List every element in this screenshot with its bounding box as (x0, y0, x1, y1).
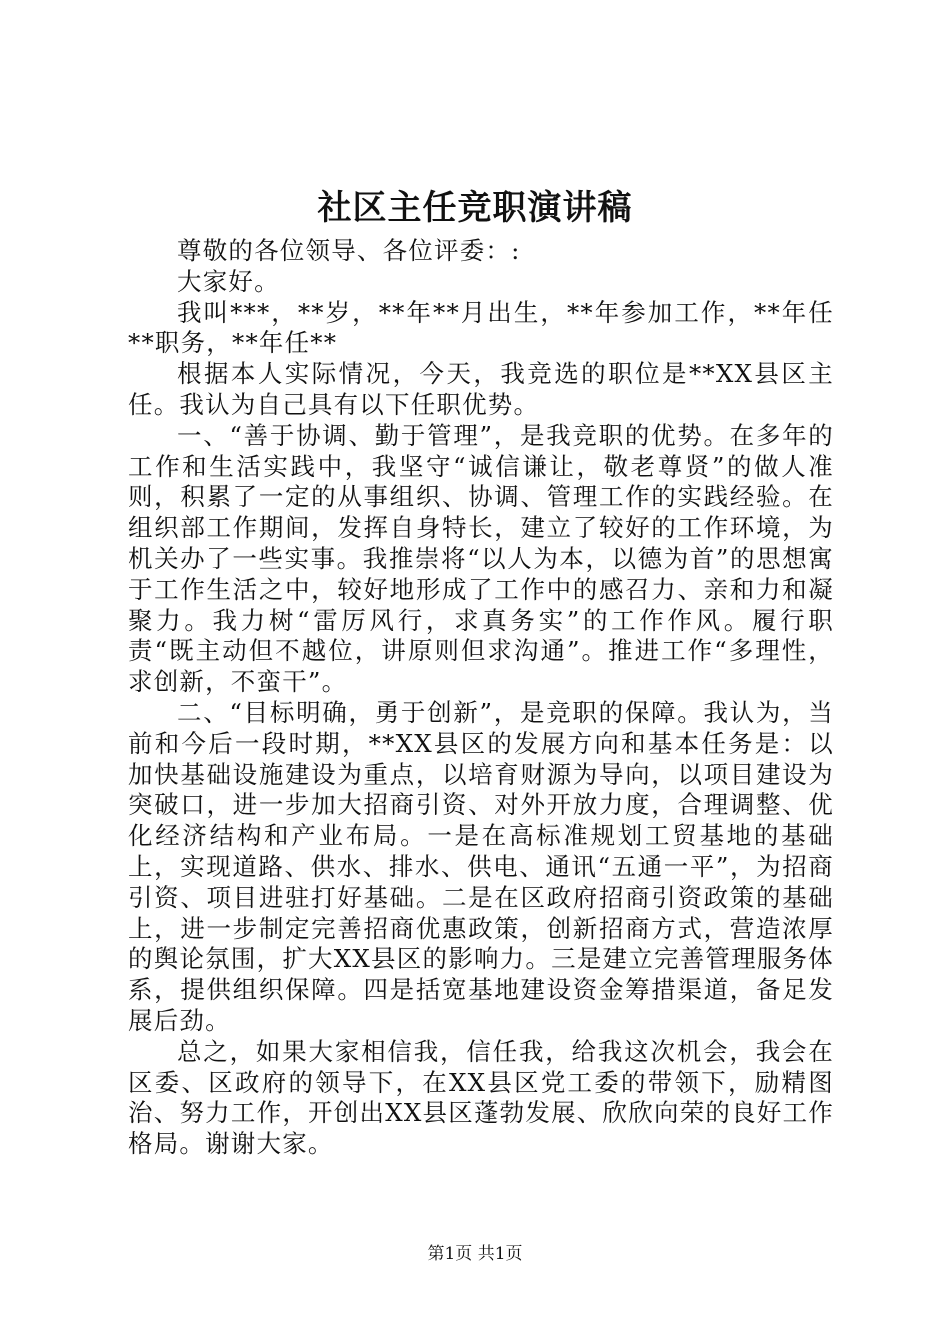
paragraph-salutation: 尊敬的各位领导、各位评委：: (177, 236, 521, 265)
paragraph-advantage-two: 二、“目标明确，勇于创新”，是竞职的保障。我认为，当前和今后一段时期，**XX县区的发展方向和基本任务是：以加快基础设施建设为重点，以培育财源为导向，以项目建设为突破口，进一步加大招商引资、对外开放力度，合理调整、优化经济结构和产业布局。一是在高标准规划工贸基地的基础上，实现道路、供水、排水、供电、通讯“五通一平”，为招商引资、项目进驻打好基础。二是在区政府招商引资政策的基础上，进一步制定完善招商优惠政策，创新招商方式，营造浓厚的舆论氛围，扩大XX县区的影响力。三是建立完善管理服务体系，提供组织保障。四是括宽基地建设资金筹措渠道，备足发展后劲。 (128, 697, 834, 1035)
paragraph-advantage-one: 一、“善于协调、勤于管理”，是我竞职的优势。在多年的工作和生活实践中，我坚守“诚信谦让，敬老尊贤”的做人准则，积累了一定的从事组织、协调、管理工作的实践经验。在组织部工作期间，发挥自身特长，建立了较好的工作环境，为机关办了一些实事。我推崇将“以人为本，以德为首”的思想寓于工作生活之中，较好地形成了工作中的感召力、亲和力和凝聚力。我力树“雷厉风行，求真务实”的工作作风。履行职责“既主动但不越位，讲原则但求沟通”。推进工作“多理性，求创新，不蛮干”。 (128, 420, 834, 697)
paragraph-self-intro: 我叫***，**岁，**年**月出生，**年参加工作，**年任**职务，**年任** (128, 297, 834, 358)
document-title: 社区主任竞职演讲稿 (317, 188, 633, 228)
page-number-footer: 第1页 共1页 (427, 1244, 523, 1264)
paragraph-greeting: 大家好。 (177, 266, 280, 296)
document-body (128, 236, 834, 1160)
paragraph-position: 根据本人实际情况，今天，我竞选的职位是**XX县区主任。我认为自己具有以下任职优势。 (128, 359, 834, 419)
paragraph-conclusion: 总之，如果大家相信我，信任我，给我这次机会，我会在区委、区政府的领导下，在XX县区党工委的带领下，励精图治、努力工作，开创出XX县区蓬勃发展、欣欣向荣的良好工作格局。谢谢大家。 (128, 1036, 834, 1159)
